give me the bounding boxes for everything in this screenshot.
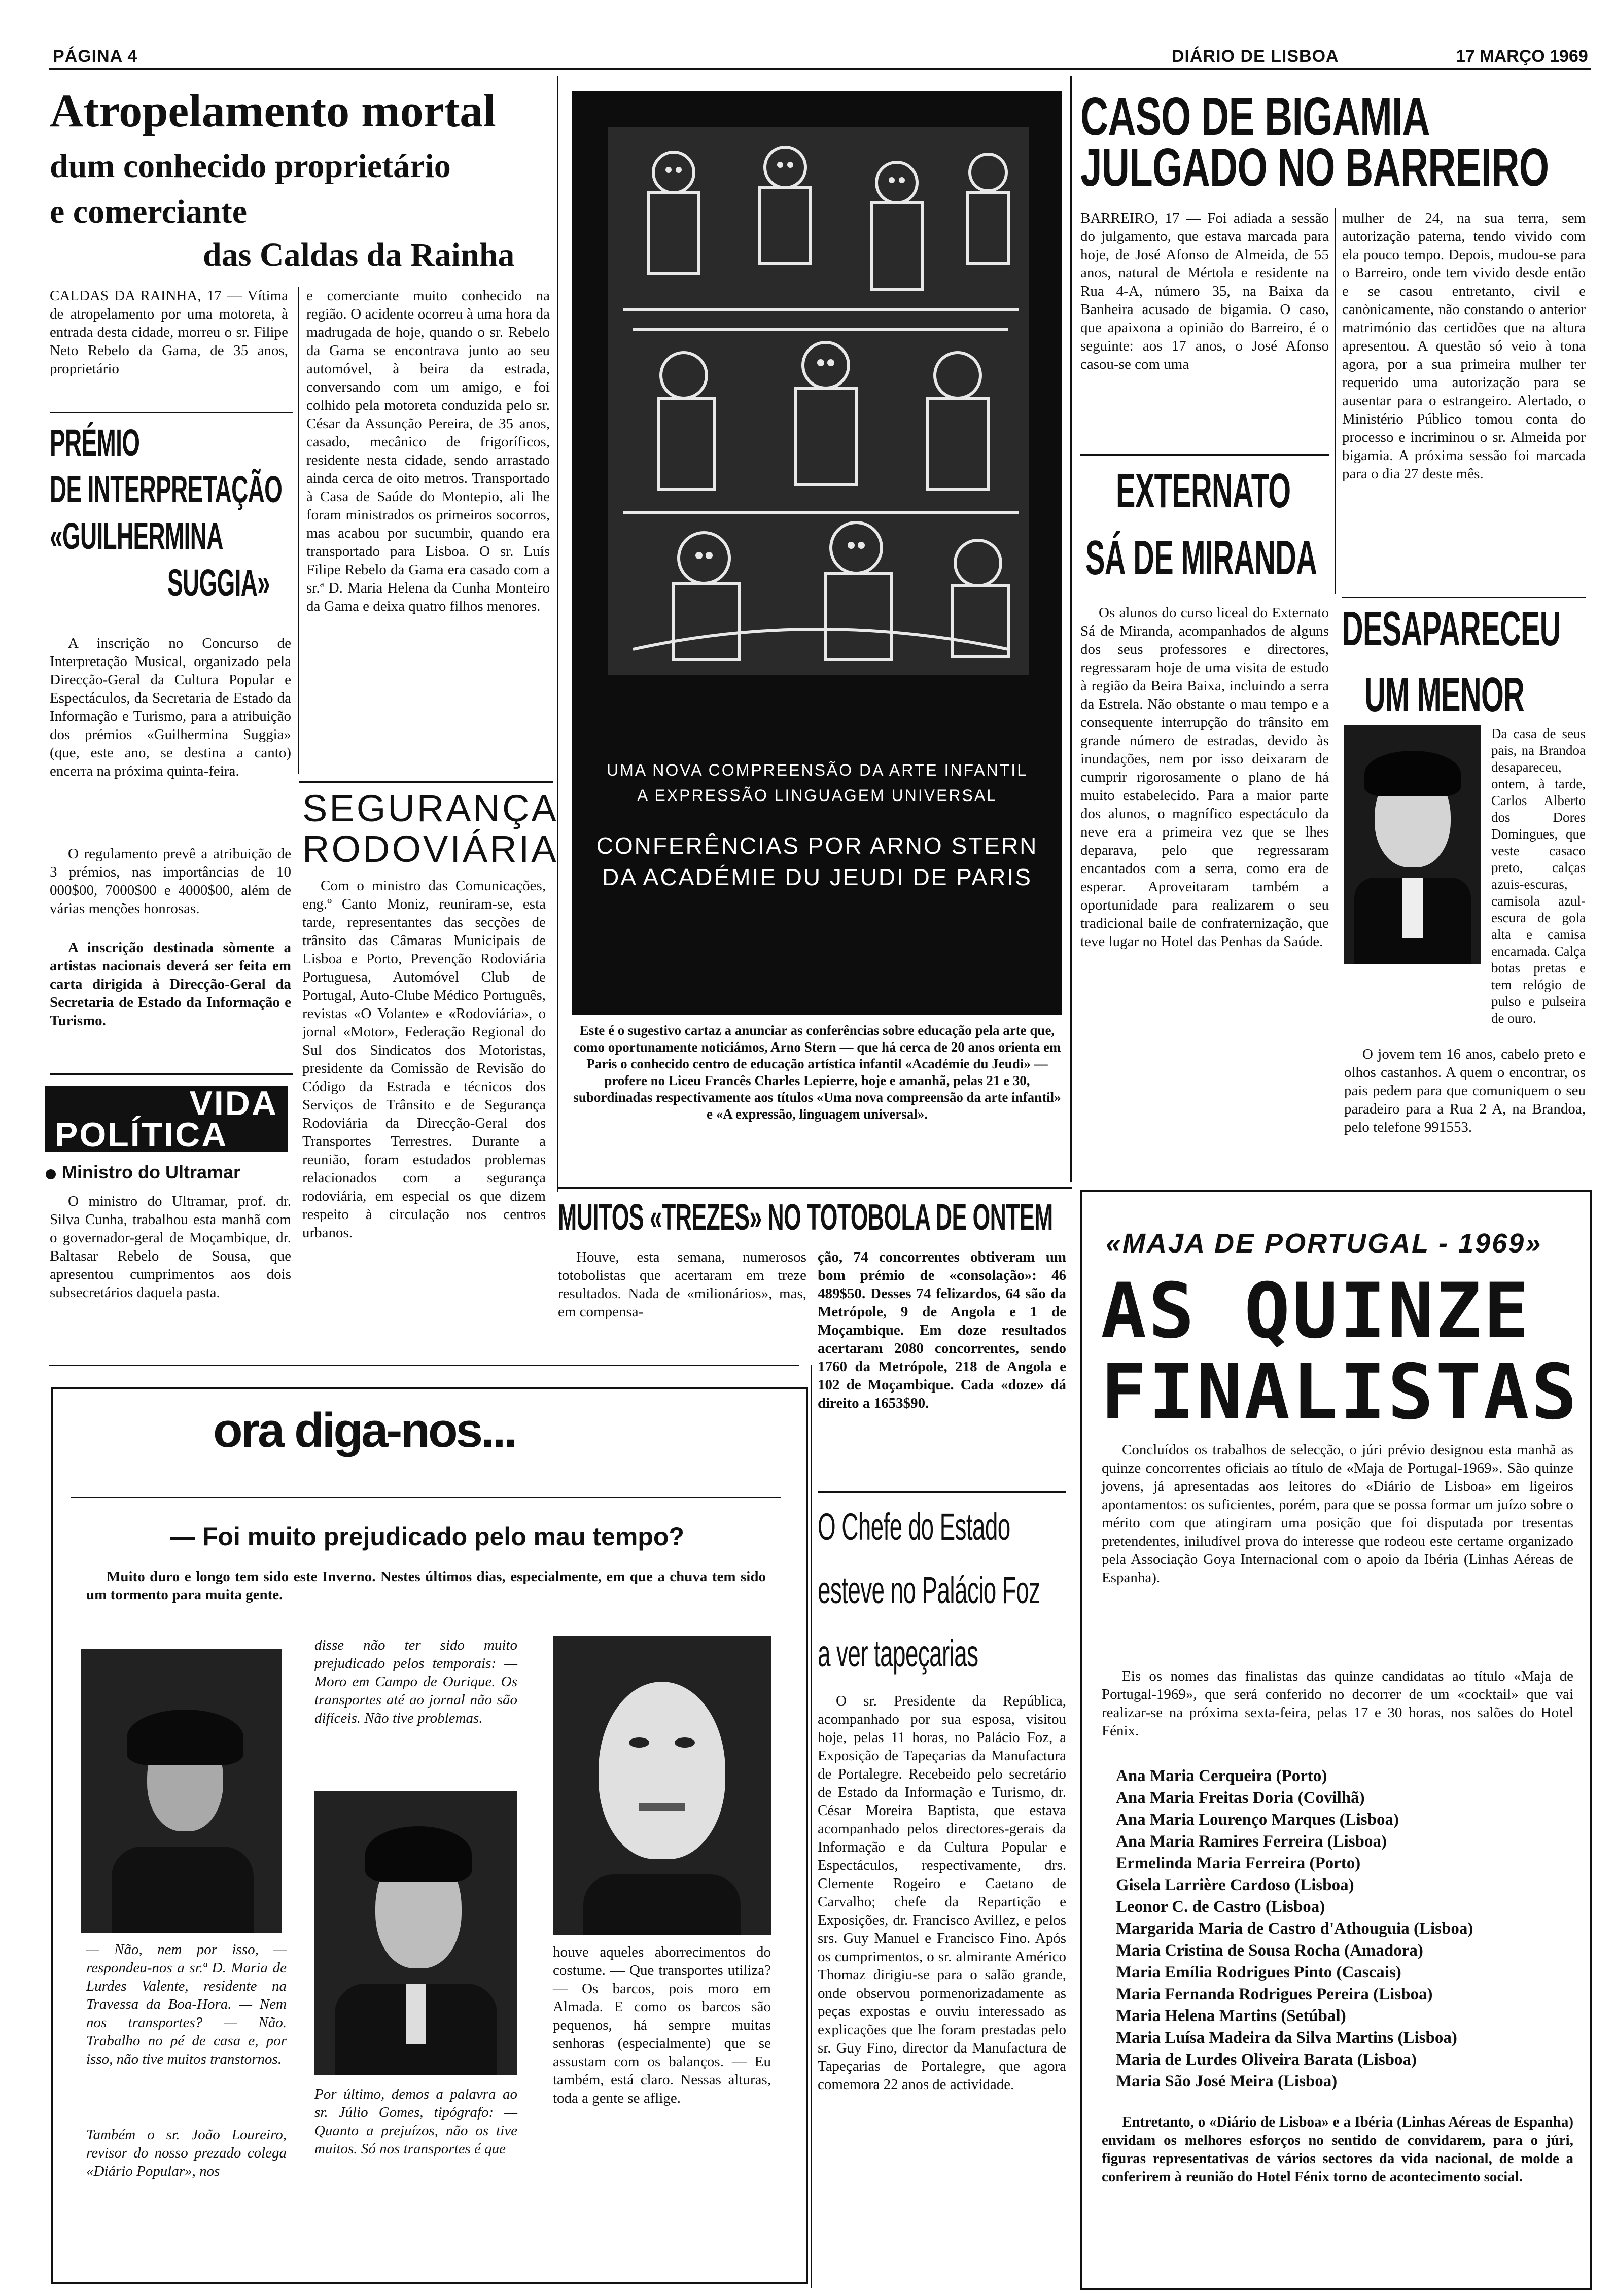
oradiga-answer-1: — Não, nem por isso, — respondeu-nos a sr.ª D. Maria de Lurdes Valente, residente na Travessa da Boa-Hora. — Nem nos transportes? — Não. Trabalho no pé de casa e, por isso, não tive muitos transtornos. — [86, 1941, 287, 2067]
atropelamento-subhead-1: dum conhecido proprietário — [50, 148, 451, 185]
bigamia-title-1: CASO DE BIGAMIA — [1080, 87, 1430, 147]
bigamia-title-2: JULGADO NO BARREIRO — [1080, 137, 1549, 197]
menor-title-1: DESAPARECEU — [1342, 602, 1561, 656]
maja-text-1: Concluídos os trabalhos de selecção, o júri prévio designou esta manhã as quinze concorrentes oficiais ao título de «Maja de Portugal-1969». São quinze jovens, já apresentadas aos leitores do «Diário de Lisboa» em ligeiros apontamentos: os suficientes, porém, para que se possa formar um juízo sobre o mérito com que atingiram uma posição que foi disputada por tresentas pretendentes, iniludível prova do interesse que rodeou este certame organizado pela Associação Goya Internacional com o apoio da Ibéria (Linhas Aéreas de Espanha). — [1102, 1442, 1573, 1586]
finalist-name: Maria Helena Martins (Setúbal) — [1116, 2007, 1346, 2025]
header-rule — [49, 68, 1591, 70]
seguranca-title-1: SEGURANÇA — [302, 787, 558, 829]
poster-line-4: DA ACADÉMIE DU JEUDI DE PARIS — [602, 864, 1032, 890]
oradiga-answer-1b: Também o sr. João Loureiro, revisor do nosso prezado colega «Diário Popular», nos — [86, 2127, 287, 2179]
issue-date: 17 MARÇO 1969 — [1456, 47, 1588, 66]
externato-title-1: EXTERNATO — [1116, 464, 1291, 518]
premio-title-1: PRÉMIO — [50, 422, 140, 464]
finalist-name: Margarida Maria de Castro d'Athouguia (Lisboa) — [1116, 1920, 1473, 1938]
missing-boy-photo — [1344, 725, 1481, 964]
maja-text-3: Entretanto, o «Diário de Lisboa» e a Ibéria (Linhas Aéreas de Espanha) envidam os melhores esforços no sentido de convidarem, para o júri, figuras representativas de vários sectores da vida nacional, de molde a conferirem à reunião do Hotel Fénix torno de acontecimento social. — [1102, 2114, 1573, 2185]
column-divider-right — [1070, 76, 1072, 1182]
column-divider-main — [557, 76, 558, 1192]
vida-text: O ministro do Ultramar, prof. dr. Silva Cunha, trabalhou esta manhã com o governador-geral de Moçambique, dr. Baltasar Rebelo de Sousa, que apresentou cumprimentos aos dois subsecretários daquela pasta. — [50, 1193, 291, 1301]
atropelamento-col-divider — [298, 287, 299, 774]
atropelamento-subhead-3: das Caldas da Rainha — [203, 236, 515, 273]
totobola-title: MUITOS «TREZES» NO TOTOBOLA DE ONTEM — [558, 1197, 1053, 1238]
finalist-name: Ana Maria Ramires Ferreira (Lisboa) — [1116, 1832, 1387, 1851]
vida-subhead: Ministro do Ultramar — [62, 1162, 241, 1182]
oradiga-intro: Muito duro e longo tem sido este Inverno. Nestes últimos dias, especialmente, em que a chuva tem sido um tormento para muita gente. — [86, 1569, 766, 1603]
maja-title-2: FINALISTAS — [1101, 1348, 1579, 1437]
chefe-title-1: O Chefe do Estado — [818, 1506, 1010, 1548]
poster-image — [572, 91, 1062, 1015]
oradiga-rule — [71, 1497, 781, 1498]
maja-text-2: Eis os nomes das finalistas das quinze candidatas ao título «Maja de Portugal-1969», que será conferido no decorrer de um «cocktail» que vai realizar-se na próxima sexta-feira, pelas 17 e 30 horas, nos salões do Hotel Fénix. — [1102, 1668, 1573, 1739]
finalist-name: Ana Maria Lourenço Marques (Lisboa) — [1116, 1811, 1399, 1829]
seguranca-top-rule — [299, 781, 553, 783]
poster-line-1: UMA NOVA COMPREENSÃO DA ARTE INFANTIL — [607, 761, 1028, 779]
poster-caption: Este é o sugestivo cartaz a anunciar as conferências sobre educação pela arte que, como oportunamente noticiámos, Arno Stern — que há cerca de 20 anos orienta em Paris o conhecido centro de educação artística infantil «Académie du Jeudi» — profere no Liceu Francês Charles Lepierre, hoje e amanhã, pelas 21 e 30, subordinadas respectivamente aos títulos «Uma nova compreensão da arte infantil» e «A expressão, linguagem universal». — [573, 1023, 1061, 1122]
bullet-icon — [46, 1169, 56, 1179]
newspaper-name: DIÁRIO DE LISBOA — [1172, 47, 1339, 66]
finalist-name: Gisela Larrière Cardoso (Lisboa) — [1116, 1876, 1354, 1894]
premio-text-1: A inscrição no Concurso de Interpretação Musical, organizado pela Direcção-Geral da Cultura Popular e Espectáculos, da Secretaria de Estado da Informação e Turismo, para a atribuição dos prémios «Guilhermina Suggia» (que, este ano, se destina a canto) encerra na próxima quinta-feira. — [50, 635, 291, 779]
finalist-name: Ermelinda Maria Ferreira (Porto) — [1116, 1854, 1361, 1872]
totobola-top-rule — [557, 1187, 1072, 1189]
finalist-name: Ana Maria Cerqueira (Porto) — [1116, 1767, 1327, 1785]
finalist-name: Leonor C. de Castro (Lisboa) — [1116, 1898, 1325, 1916]
atropelamento-subhead-2: e comerciante — [50, 193, 248, 230]
finalist-name: Maria de Lurdes Oliveira Barata (Lisboa) — [1116, 2050, 1417, 2069]
poster-line-3: CONFERÊNCIAS POR ARNO STERN — [596, 832, 1038, 859]
bigamia-col-2: mulher de 24, na sua terra, sem autorização paterna, tendo vivido com ela pouco tempo. Depois, mudou-se para o Barreiro, onde tem vivido desde então e se casou entretanto, civil e canònicamente, não constando o anterior matrimónio das certidões que na altura apresentou. A questão só veio à tona agora, por a sua primeira mulher ter requerido uma autorização para se ausentar para o estrangeiro. Alertado, o Ministério Público tomou conta do processo e incriminou o sr. Almeida por bigamia. A próxima sessão foi marcada para o dia 27 deste mês. — [1342, 210, 1586, 482]
maja-kicker: «MAJA DE PORTUGAL - 1969» — [1106, 1228, 1542, 1259]
atropelamento-headline: Atropelamento mortal — [50, 85, 496, 136]
seguranca-title-2: RODOVIÁRIA — [302, 828, 558, 870]
oradiga-answer-2b: Por último, demos a palavra ao sr. Júlio Gomes, tipógrafo: — Quanto a prejuízos, não os tive muitos. Só nos transportes é que — [314, 2086, 517, 2157]
totobola-col-1: Houve, esta semana, numerosos totobolistas que acertaram em treze resultados. Nada de «milionários», mas, em compensa- — [558, 1249, 806, 1320]
oradiga-answer-2: disse não ter sido muito prejudicado pelos temporais: — Moro em Campo de Ourique. Os transportes até ao jornal não são difíceis. Não tive problemas. — [314, 1637, 517, 1726]
oradiga-answer-3: houve aqueles aborrecimentos do costume. — Que transportes utiliza? — Os barcos, pois moro em Almada. E como os barcos são pequenos, há sempre muitas senhoras (especialmente) que se assustam com os balanços. — Eu também, está claro. Nessas alturas, toda a gente se aflige. — [553, 1944, 771, 2106]
bigamia-col-divider — [1335, 208, 1336, 594]
interviewee-photo-3 — [553, 1636, 771, 1935]
premio-title-2: DE INTERPRETAÇÃO — [50, 468, 283, 510]
finalist-name: Maria Fernanda Rodrigues Pereira (Lisboa) — [1116, 1985, 1433, 2003]
menor-text: O jovem tem 16 anos, cabelo preto e olhos castanhos. A quem o encontrar, os pais pedem para que comuniquem o seu paradeiro para a Rua 2 A, na Brandoa, pelo telefone 991553. — [1344, 1046, 1586, 1135]
totobola-col-2: ção, 74 concorrentes obtiveram um bom prémio de «consolação»: 46 489$50. Desses 74 felizardos, 64 são da Metrópole, 9 de Angola e 1 de Moçambique. Em doze resultados acertaram 2080 concorrentes, sendo 1760 da Metrópole, 218 de Angola e 102 de Moçambique. Cada «doze» dá direito a 1653$90. — [818, 1249, 1066, 1411]
vida-label: VIDA — [189, 1084, 278, 1123]
chefe-title-3: a ver tapeçarias — [818, 1632, 978, 1675]
seguranca-text: Com o ministro das Comunicações, eng.º Canto Moniz, reuniram-se, esta tarde, representantes das secções de trânsito das Câmaras Municipais de Lisboa e Porto, Prevenção Rodoviária Portuguesa, Automóvel Club de Portugal, Auto-Clube Médico Português, revistas «O Volante» e «Rodoviária», o jornal «Motor», Federação Regional do Sul dos Sindicatos dos Motoristas, presidente da Comissão de Revisão do Código da Estrada e técnicos dos Serviços de Trânsito e de Segurança Rodoviária da Direcção-Geral dos Transportes Terrestres. Durante a reunião, foram estudados problemas relacionados com a segurança rodoviária, em especial os que dizem respeito à circulação nos centros urbanos. — [302, 878, 546, 1241]
politica-label: POLÍTICA — [55, 1116, 228, 1154]
premio-title-3: «GUILHERMINA — [50, 515, 223, 557]
menor-top-rule — [1342, 597, 1586, 598]
page-number: PÁGINA 4 — [53, 47, 138, 66]
maja-title-1: AS QUINZE — [1101, 1267, 1531, 1355]
interviewee-photo-1 — [81, 1649, 282, 1933]
finalists-list — [1116, 1765, 1572, 2093]
oradiga-logo: ora diga-nos... — [213, 1403, 516, 1457]
poster-line-2: A EXPRESSÃO LINGUAGEM UNIVERSAL — [637, 786, 998, 805]
atropelamento-col-2: e comerciante muito conhecido na região. O acidente ocorreu à uma hora da madrugada de hoje, quando o sr. Rebelo da Gama se encontrava junto ao seu automóvel, à beira da estrada, conversando com um amigo, e foi colhido pela motoreta conduzida pelo sr. César da Assunção Pereira, de 35 anos, casado, mecânico de frigoríficos, residente nesta cidade, sendo arrastado ainda cerca de oito metros. Transportado à Casa de Saúde do Montepio, ali lhe foram ministrados os primeiros socorros, mas acabou por sucumbir, quando era transportado para Lisboa. O sr. Luís Filipe Rebelo da Gama era casado com a sr.ª D. Maria Helena da Cunha Monteiro da Gama e deixa quatro filhos menores. — [306, 288, 550, 614]
externato-top-rule — [1080, 454, 1329, 456]
children-drawing-illustration — [572, 91, 1062, 700]
chefe-title-2: esteve no Palácio Foz — [818, 1569, 1040, 1611]
premio-top-rule — [50, 412, 293, 413]
premio-text-2: O regulamento prevê a atribuição de 3 prémios, nas importâncias de 10 000$00, 7000$00 e 4000$00, além de várias menções honrosas. — [50, 846, 291, 917]
chefe-top-rule — [818, 1491, 1066, 1493]
finalist-name: Maria São José Meira (Lisboa) — [1116, 2072, 1338, 2091]
finalist-name: Maria Luísa Madeira da Silva Martins (Lisboa) — [1116, 2029, 1457, 2047]
vida-politica-banner — [45, 1086, 288, 1152]
atropelamento-col-1: CALDAS DA RAINHA, 17 — Vítima de atropelamento por uma motoreta, à entrada desta cidade, morreu o sr. Filipe Neto Rebelo da Gama, de 35 anos, proprietário — [50, 288, 288, 377]
finalist-name: Ana Maria Freitas Doria (Covilhã) — [1116, 1789, 1365, 1807]
interviewee-photo-2 — [314, 1791, 517, 2075]
menor-side-text: Da casa de seus pais, na Brandoa desapareceu, ontem, à tarde, Carlos Alberto dos Dores Domingues, que veste casaco preto, calças azuis-escuras, camisola azul-escura de gola alta e camisa encarnada. Calça botas pretas e tem relógio de pulso e pulseira de ouro. — [1491, 726, 1586, 1026]
externato-text: Os alunos do curso liceal do Externato Sá de Miranda, acompanhados de alguns dos seus professores e directores, regressaram hoje de uma visita de estudo à região da Beira Baixa, incluindo a serra da Estrela. Não obstante o mau tempo e a consequente interrupção do trânsito em grande número de estradas, devido às inundações, nem por isso deixaram de cumprir rigorosamente o plano de há muito estabelecido. Para a maior parte dos alunos, o magnífico espectáculo da neve era a primeira vez que se lhes deparava, pelo que regressaram encantados com a serra, como era de esperar. Aproveitaram também a oportunidade para realizarem o seu tradicional baile de confraternização, que teve lugar no Hotel das Penhas da Saúde. — [1080, 605, 1329, 950]
oradiga-question: — Foi muito prejudicado pelo mau tempo? — [170, 1522, 684, 1551]
finalist-name: Maria Cristina de Sousa Rocha (Amadora) — [1116, 1941, 1423, 1960]
bigamia-header — [1080, 87, 1588, 197]
bigamia-col-1: BARREIRO, 17 — Foi adiada a sessão do julgamento, que estava marcada para hoje, de José Afonso de Almeida, de 55 anos, natural de Mértola e residente na Rua 4-A, número 35, na Baixa da Banheira acusado de bigamia. O caso, que apaixona a opinião do Barreiro, é o seguinte: aos 17 anos, o José Afonso casou-se com uma — [1080, 210, 1329, 372]
premio-title-4: SUGGIA» — [167, 562, 270, 604]
chefe-left-rule — [811, 1365, 812, 2288]
externato-title-2: SÁ DE MIRANDA — [1085, 531, 1317, 585]
menor-title-2: UM MENOR — [1364, 668, 1525, 722]
vida-top-rule — [50, 1073, 293, 1075]
lower-section-rule — [49, 1365, 799, 1366]
chefe-text: O sr. Presidente da República, acompanhado por sua esposa, visitou hoje, pelas 11 horas, no Palácio Foz, a Exposição de Tapeçarias da Manufactura de Portalegre. Recebeido pelo secretário de Estado da Informação e Turismo, dr. César Moreira Baptista, que estava acompanhado pelos directores-gerais da Informação e da Cultura Popular e Espectáculos, respectivamente, drs. Clemente Rogeiro e Caetano de Carvalho; chefe da Repartição e Exposições, dr. Francisco Avillez, e pelos srs. Guy Manuel e Francisco Fino. Após os cumprimentos, o sr. almirante Américo Thomaz dirigiu-se para o salão grande, onde observou pormenorizadamente as peças expostas e ouviu interessado as explicações que lhe foram prestadas pelo sr. Guy Fino, director da Manufactura de Tapeçarias de Portalegre, que agora comemora 22 anos de actividade. — [818, 1693, 1066, 2093]
finalist-name: Maria Emília Rodrigues Pinto (Cascais) — [1116, 1963, 1401, 1981]
premio-text-3: A inscrição destinada sòmente a artistas nacionais deverá ser feita em carta dirigida à Direcção-Geral da Secretaria de Estado da Informação e Turismo. — [50, 940, 291, 1029]
